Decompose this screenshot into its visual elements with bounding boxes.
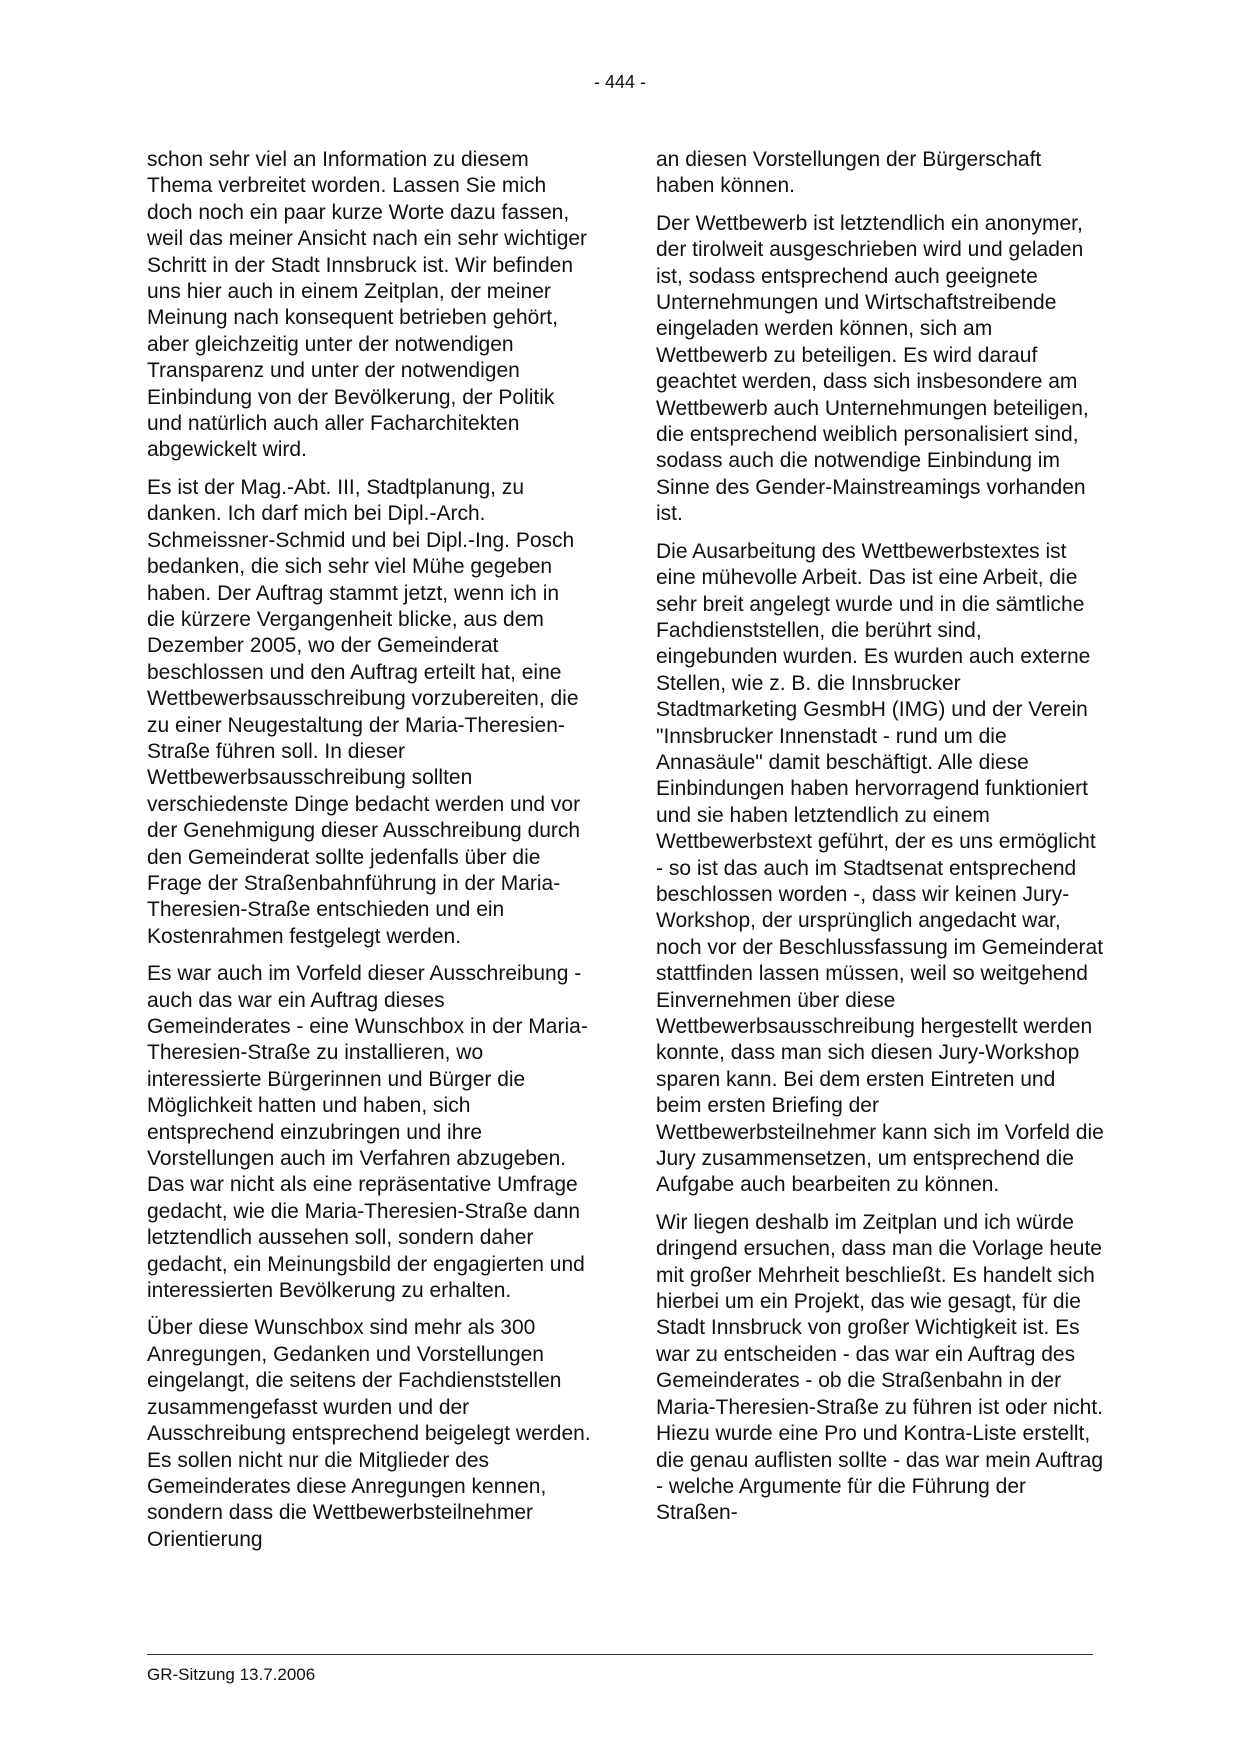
paragraph: schon sehr viel an Information zu diesem Thema verbreitet worden. Lassen Sie mich doch noch ein paar kurze Worte dazu fassen, weil das meiner Ansicht nach ein sehr wichtiger Schritt in der Stadt Innsbruck ist. Wir befinden uns hier auch in einem Zeitplan, der meiner Meinung nach konsequent betrieben gehört, aber gleichzeitig unter der notwendigen Transparenz und unter der notwendigen Einbindung von der Bevölkerung, der Politik und natürlich auch aller Facharchitekten abgewickelt wird. [147, 148, 588, 462]
footer-session-date: GR-Sitzung 13.7.2006 [147, 1665, 316, 1684]
paragraph: Der Wettbewerb ist letztendlich ein anonymer, der tirolweit ausgeschrieben wird und geladen ist, sodass entsprechend auch geeignete Unternehmungen und Wirtschaftstreibende eingeladen werden können, sich am Wettbewerb zu beteiligen. Es wird darauf geachtet werden, dass sich insbesondere am Wettbewerb auch Unternehmungen beteiligen, die entsprechend weiblich personalisiert sind, sodass auch die notwendige Einbindung im Sinne des Gender-Mainstreamings vorhanden ist. [656, 211, 1089, 526]
left-column [147, 147, 592, 1564]
page-number: - 444 - [593, 72, 647, 92]
paragraph: Es war auch im Vorfeld dieser Ausschreibung - auch das war ein Auftrag dieses Gemeinderates - eine Wunschbox in der Maria-Theresien-Straße zu installieren, wo interessierte Bürgerinnen und Bürger die Möglichkeit hatten und haben, sich entsprechend einzubringen und ihre Vorstellungen auch im Verfahren abzugeben. Das war nicht als eine repräsentative Umfrage gedacht, wie die Maria-Theresien-Straße dann letztendlich aussehen soll, sondern daher gedacht, ein Meinungsbild der engagierten und interessierten Bevölkerung zu erhalten. [147, 962, 588, 1303]
paragraph: Die Ausarbeitung des Wettbewerbstextes ist eine mühevolle Arbeit. Das ist eine Arbeit, die sehr breit angelegt wurde und in die sämtliche Fachdienststellen, die berührt sind, eingebunden wurden. Es wurden auch externe Stellen, wie z. B. die Innsbrucker Stadtmarketing GesmbH (IMG) und der Verein "Innsbrucker Innenstadt - rund um die Annasäule" damit beschäftigt. Alle diese Einbindungen haben hervorragend funktioniert und sie haben letztendlich zu einem Wettbewerbstext geführt, der es uns ermöglicht - so ist das auch im Stadtsenat entsprechend beschlossen worden -, dass wir keinen Jury-Workshop, der ursprünglich angedacht war, noch vor der Beschlussfassung im Gemeinderat stattfinden lassen müssen, weil so weitgehend Einvernehmen über diese Wettbewerbsausschreibung hergestellt werden konnte, dass man sich diesen Jury-Workshop sparen kann. Bei dem ersten Eintreten und beim ersten Briefing der Wettbewerbsteilnehmer kann sich im Vorfeld die Jury zusammensetzen, um entsprechend die Aufgabe auch bearbeiten zu können. [656, 539, 1104, 1197]
paragraph: Wir liegen deshalb im Zeitplan und ich würde dringend ersuchen, dass man die Vorlage heute mit großer Mehrheit beschließt. Es handelt sich hierbei um ein Projekt, das wie gesagt, für die Stadt Innsbruck von großer Wichtigkeit ist. Es war zu entscheiden - das war ein Auftrag des Gemeinderates - ob die Straßenbahn in der Maria-Theresien-Straße zu führen ist oder nicht. Hiezu wurde eine Pro und Kontra-Liste erstellt, die genau auflisten sollte - das war mein Auftrag - welche Argumente für die Führung der Straßen- [656, 1210, 1104, 1525]
paragraph: an diesen Vorstellungen der Bürgerschaft haben können. [656, 148, 1042, 198]
right-column [656, 147, 1104, 1538]
footer-divider [147, 1654, 1093, 1655]
paragraph: Über diese Wunschbox sind mehr als 300 Anregungen, Gedanken und Vorstellungen eingelangt, die seitens der Fachdienststellen zusammengefasst wurden und der Ausschreibung entsprechend beigelegt werden. Es sollen nicht nur die Mitglieder des Gemeinderates diese Anregungen kennen, sondern dass die Wettbewerbsteilnehmer Orientierung [147, 1316, 591, 1551]
paragraph: Es ist der Mag.-Abt. III, Stadtplanung, zu danken. Ich darf mich bei Dipl.-Arch. Schmeissner-Schmid und bei Dipl.-Ing. Posch bedanken, die sich sehr viel Mühe gegeben haben. Der Auftrag stammt jetzt, wenn ich in die kürzere Vergangenheit blicke, aus dem Dezember 2005, wo der Gemeinderat beschlossen und den Auftrag erteilt hat, eine Wettbewerbsausschreibung vorzubereiten, die zu einer Neugestaltung der Maria-Theresien-Straße führen soll. In dieser Wettbewerbsausschreibung sollten verschiedenste Dinge bedacht werden und vor der Genehmigung dieser Ausschreibung durch den Gemeinderat sollte jedenfalls über die Frage der Straßenbahnführung in der Maria-Theresien-Straße entschieden und ein Kostenrahmen festgelegt werden. [147, 475, 581, 948]
